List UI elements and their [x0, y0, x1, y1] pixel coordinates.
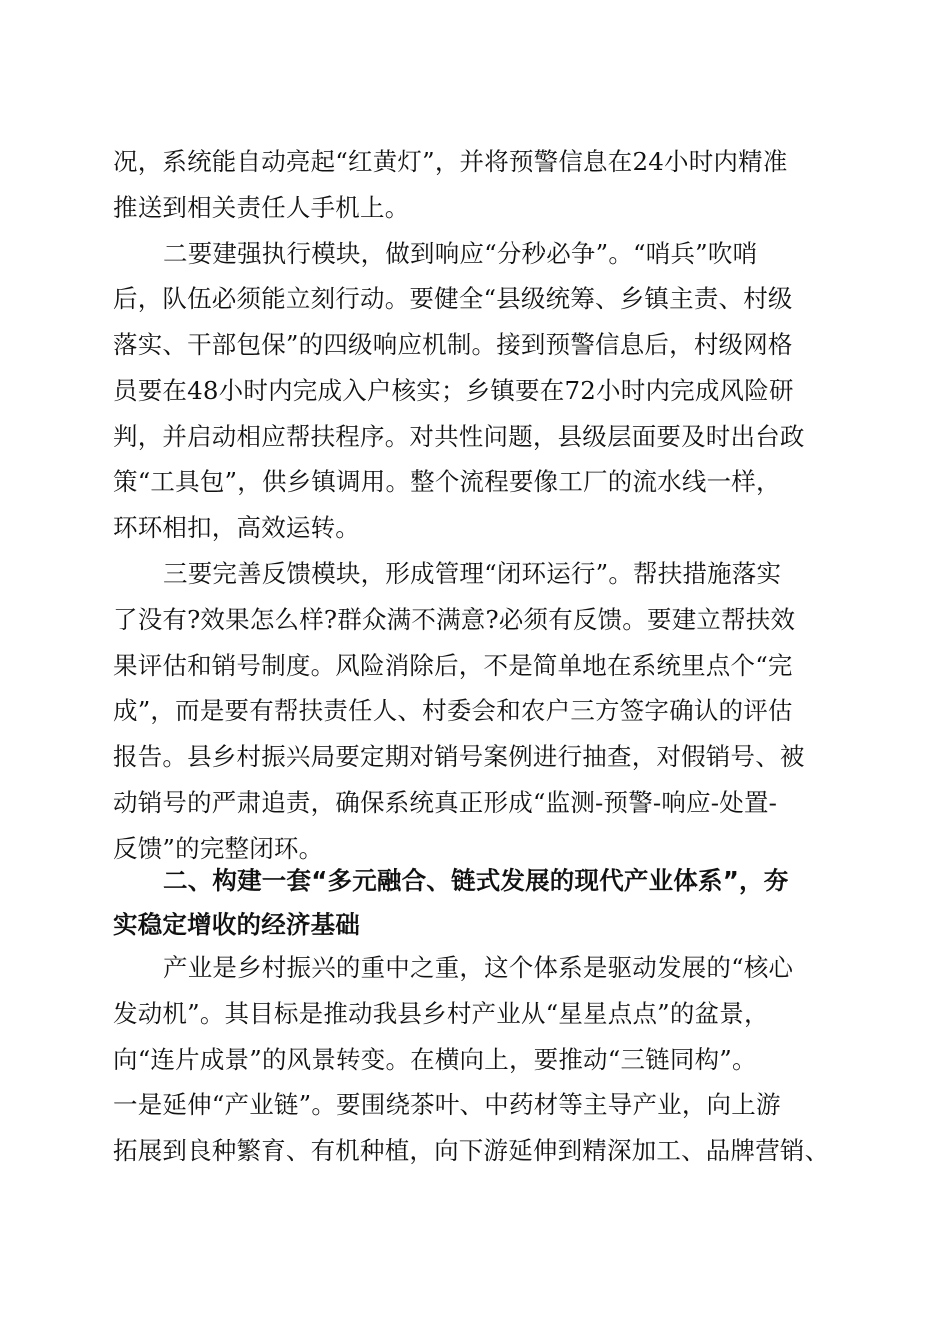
paragraph-first-line: 三要完善反馈模块，形成管理“闭环运行”。帮扶措施落实 [163, 559, 782, 588]
text-line: 策“工具包”，供乡镇调用。整个流程要像工厂的流水线一样， [113, 467, 781, 496]
text-line: 果评估和销号制度。风险消除后，不是简单地在系统里点个“完 [113, 651, 793, 680]
text-line: 落实、干部包保”的四级响应机制。接到预警信息后，村级网格 [113, 330, 793, 359]
text-line: 报告。县乡村振兴局要定期对销号案例进行抽查，对假销号、被 [113, 742, 805, 771]
text-line: 了没有?效果怎么样?群众满不满意?必须有反馈。要建立帮扶效 [113, 605, 796, 634]
text-line: 一是延伸“产业链”。要围绕茶叶、中药材等主导产业，向上游 [113, 1090, 781, 1119]
section-heading-line: 二、构建一套“多元融合、链式发展的现代产业体系”，夯 [163, 866, 789, 895]
text-line: 况，系统能自动亮起“红黄灯”，并将预警信息在24小时内精准 [113, 147, 788, 176]
paragraph-first-line: 产业是乡村振兴的重中之重，这个体系是驱动发展的“核心 [163, 953, 794, 982]
text-line: 员要在48小时内完成入户核实；乡镇要在72小时内完成风险研 [113, 376, 794, 405]
text-line: 成”，而是要有帮扶责任人、村委会和农户三方签字确认的评估 [113, 696, 793, 725]
text-line: 拓展到良种繁育、有机种植，向下游延伸到精深加工、品牌营销、 [113, 1136, 830, 1165]
section-heading-line: 实稳定增收的经济基础 [113, 910, 360, 939]
text-line: 反馈”的完整闭环。 [113, 834, 324, 863]
text-line: 向“连片成景”的风景转变。在横向上，要推动“三链同构”。 [113, 1045, 757, 1074]
text-line: 后，队伍必须能立刻行动。要健全“县级统筹、乡镇主责、村级 [113, 284, 793, 313]
paragraph-first-line: 二要建强执行模块，做到响应“分秒必争”。“哨兵”吹哨 [163, 239, 758, 268]
text-line: 动销号的严肃追责，确保系统真正形成“监测-预警-响应-处置- [113, 788, 778, 817]
text-line: 判，并启动相应帮扶程序。对共性问题，县级层面要及时出台政 [113, 422, 805, 451]
text-line: 推送到相关责任人手机上。 [113, 193, 410, 222]
text-line: 发动机”。其目标是推动我县乡村产业从“星星点点”的盆景， [113, 999, 769, 1028]
text-line: 环环相扣，高效运转。 [113, 513, 360, 542]
